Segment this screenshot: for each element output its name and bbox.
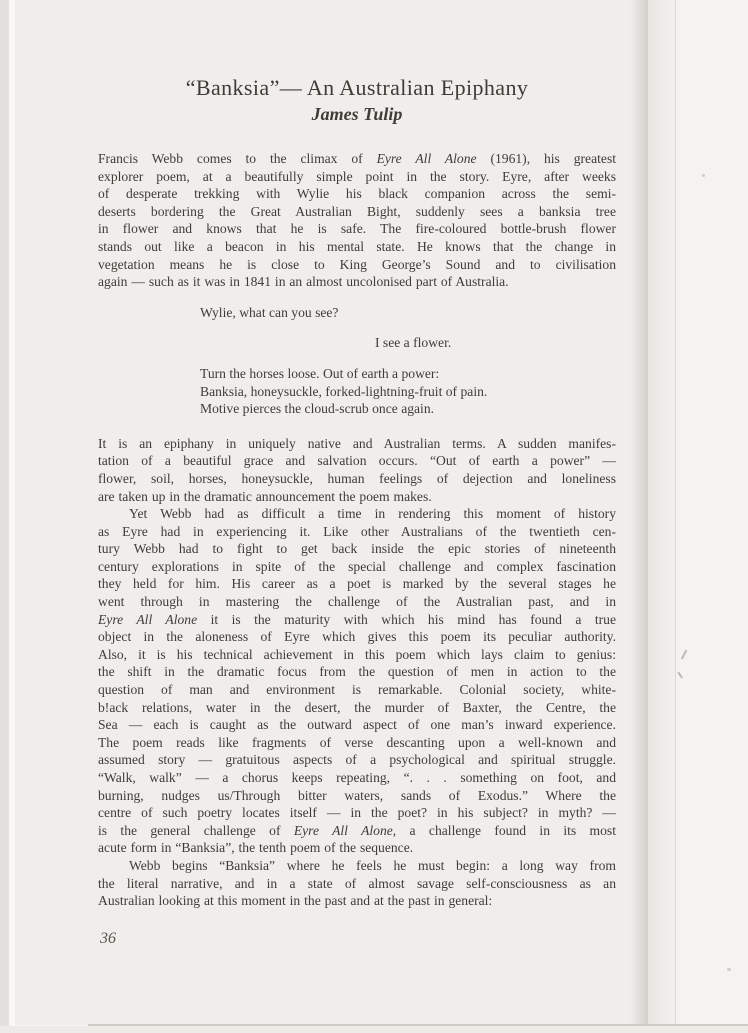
paragraph bbox=[98, 857, 616, 910]
text-line: Eyre All Alone it is the maturity with which his mind has found a true bbox=[98, 611, 616, 627]
page-right-edge-strip bbox=[648, 0, 676, 1025]
paragraph bbox=[98, 505, 616, 857]
text-line: the shift in the dramatic focus from the question of men in action to the bbox=[98, 664, 616, 680]
text-line: “Walk, walk” — a chorus keeps repeating, “. . . something on foot, and bbox=[98, 770, 616, 785]
scan-bottom-background bbox=[0, 1026, 748, 1033]
verse-quote bbox=[98, 304, 616, 418]
paragraph bbox=[98, 150, 616, 291]
text-line: question of man and environment is remarkable. Colonial society, white- bbox=[98, 682, 616, 698]
text-line: acute form in “Banksia”, the tenth poem of the sequence. bbox=[98, 840, 414, 856]
text-line: they held for him. His career as a poet is marked by the several stages he bbox=[98, 576, 616, 592]
verse-line: Turn the horses loose. Out of earth a power: bbox=[200, 365, 440, 381]
scan-speck bbox=[727, 968, 731, 971]
text-line: Also, it is his technical achievement in this poem which lays claim to genius: bbox=[98, 646, 616, 662]
scan-speck bbox=[702, 174, 705, 177]
article-title: “Banksia”— An Australian Epiphany bbox=[185, 75, 529, 100]
text-line: are taken up in the dramatic announcement the poem makes. bbox=[98, 488, 432, 504]
text-line: again — such as it was in 1841 in an almost uncolonised part of Australia. bbox=[98, 274, 509, 290]
text-line: flower, soil, horses, honeysuckle, human feelings of dejection and loneliness bbox=[98, 470, 616, 486]
text-line: assumed story — gratuitous aspects of a psychological and spiritual struggle. bbox=[98, 752, 616, 768]
text-line: burning, nudges us/Through bitter waters, sands of Exodus.” Where the bbox=[98, 787, 616, 803]
text-line: b!ack relations, water in the desert, the murder of Baxter, the Centre, the bbox=[98, 699, 616, 715]
text-line: deserts bordering the Great Australian Bight, suddenly sees a banksia tree bbox=[98, 203, 616, 219]
text-line: Australian looking at this moment in the past and at the past in general: bbox=[98, 893, 493, 909]
text-line: vegetation means he is close to King George’s Sound and to civilisation bbox=[98, 256, 616, 272]
text-line: of desperate trekking with Wylie his black companion across the semi- bbox=[98, 186, 616, 202]
verse-line: Motive pierces the cloud-scrub once again. bbox=[200, 401, 435, 417]
text-line: tation of a beautiful grace and salvation occurs. “Out of earth a power” — bbox=[98, 453, 616, 469]
verse-line: Banksia, honeysuckle, forked-lightning-fruit of pain. bbox=[200, 383, 488, 399]
page-number: 36 bbox=[100, 930, 116, 947]
article-text-column bbox=[98, 74, 616, 910]
stray-pen-mark bbox=[681, 650, 689, 661]
text-line: as Eyre had in experiencing it. Like other Australians of the twentieth cen- bbox=[98, 523, 616, 539]
verse-line: I see a flower. bbox=[375, 335, 452, 351]
article-author: James Tulip bbox=[311, 104, 403, 124]
text-line: object in the aloneness of Eyre which gives this poem its peculiar authority. bbox=[98, 629, 616, 645]
text-line: in flower and knows that he is safe. The fire-coloured bottle-brush flower bbox=[98, 221, 616, 237]
text-line: It is an epiphany in uniquely native and Australian terms. A sudden manifes- bbox=[98, 435, 616, 451]
text-line: stands out like a beacon in his mental state. He knows that the change in bbox=[98, 238, 616, 254]
paragraph bbox=[98, 435, 616, 505]
text-line: The poem reads like fragments of verse descanting upon a well-known and bbox=[98, 734, 616, 750]
stray-pen-mark bbox=[677, 670, 684, 678]
text-line: explorer poem, at a beautifully simple point in the story. Eyre, after weeks bbox=[98, 168, 616, 184]
text-line: Francis Webb comes to the climax of Eyre All Alone (1961), his greatest bbox=[98, 151, 617, 166]
text-line: Sea — each is caught as the outward aspect of one man’s inward experience. bbox=[98, 717, 616, 733]
text-blocks bbox=[98, 150, 616, 910]
text-line: century explorations in spite of the special challenge and complex fascination bbox=[98, 558, 616, 574]
text-line: Yet Webb had as difficult a time in rendering this moment of history bbox=[129, 506, 616, 522]
scan-left-edge-shadow bbox=[0, 0, 9, 1026]
text-line: tury Webb had to fight to get back inside the epic stories of nineteenth bbox=[98, 541, 616, 557]
verse-line: Wylie, what can you see? bbox=[200, 304, 339, 320]
text-line: Webb begins “Banksia” where he feels he must begin: a long way from bbox=[129, 857, 616, 873]
text-line: the literal narrative, and in a state of almost savage self-consciousness as an bbox=[98, 875, 616, 891]
text-line: is the general challenge of Eyre All Alone, a challenge found in its most bbox=[98, 822, 616, 838]
text-line: went through in mastering the challenge of the Australian past, and in bbox=[98, 594, 616, 610]
text-line: centre of such poetry locates itself — in the poet? in his subject? in myth? — bbox=[98, 805, 616, 821]
